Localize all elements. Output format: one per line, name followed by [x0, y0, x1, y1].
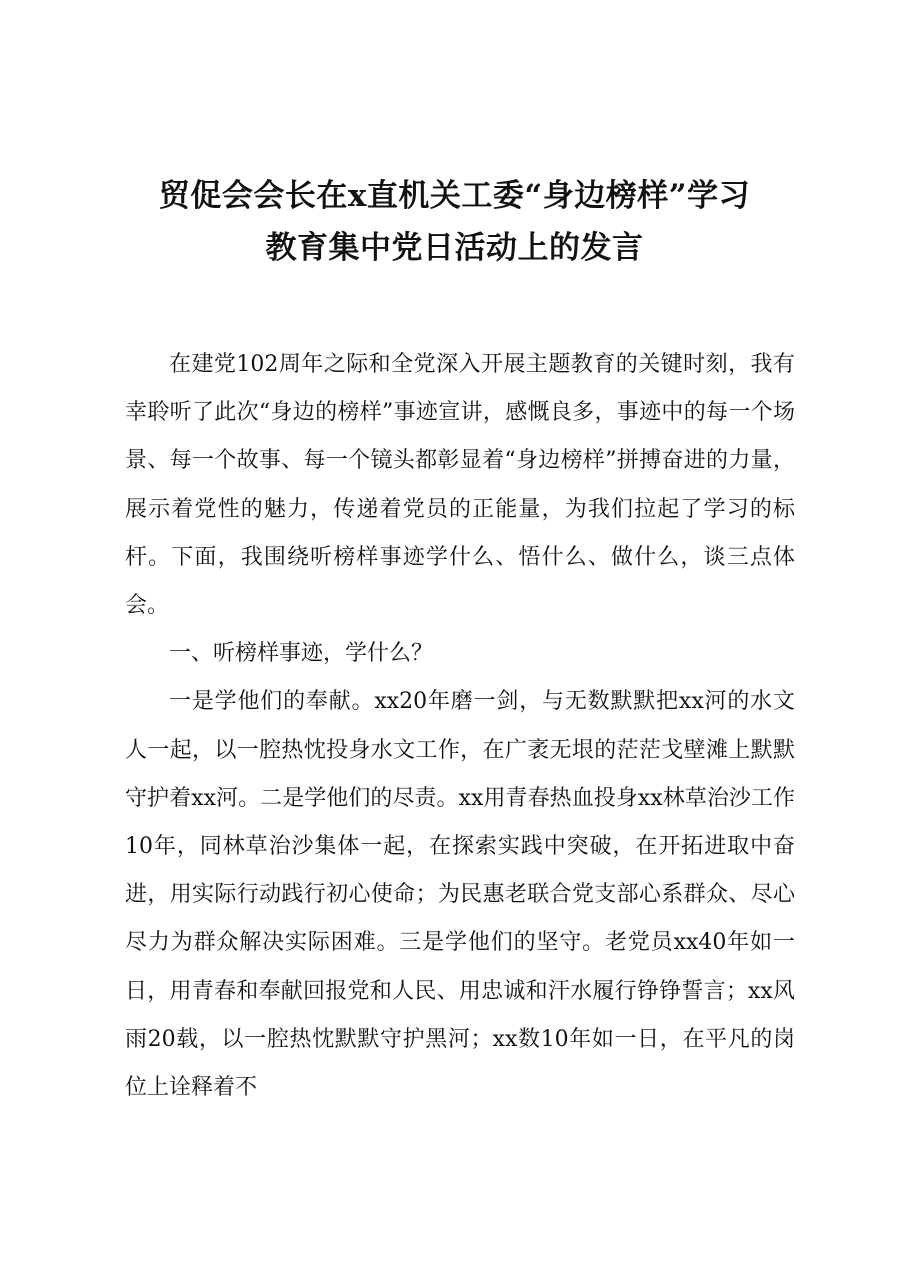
- document-body: [125, 341, 795, 1112]
- title-line-2: 教育集中党日活动上的发言: [265, 230, 644, 266]
- section-heading-1: 一、听榜样事迹，学什么？: [169, 641, 434, 667]
- title-line-1: 贸促会会长在x直机关工委“身边榜样”学习: [158, 178, 751, 214]
- paragraph-section-1: 一是学他们的奉献。xx20年磨一剑，与无数默默把xx河的水文人一起，以一腔热忱投身水文工作，在广袤无垠的茫茫戈壁滩上默默守护着xx河。二是学他们的尽责。xx用青春热血投身xx林草治沙工作10年，同林草治沙集体一起，在探索实践中突破，在开拓进取中奋进，用实际行动践行初心使命；为民惠老联合党支部心系群众、尽心尽力为群众解决实际困难。三是学他们的坚守。老党员xx40年如一日，用青春和奉献回报党和人民、用忠诚和汗水履行铮铮誓言；xx风雨20载，以一腔热忱默默守护黑河；xx数10年如一日，在平凡的岗位上诠释着不: [125, 689, 795, 1101]
- document-title: [80, 170, 829, 274]
- paragraph-intro: 在建党102周年之际和全党深入开展主题教育的关键时刻，我有幸聆听了此次“身边的榜样”事迹宣讲，感慨良多，事迹中的每一个场景、每一个故事、每一个镜头都彰显着“身边榜样”拼搏奋进的力量，展示着党性的魅力，传递着党员的正能量，为我们拉起了学习的标杆。下面，我围绕听榜样事迹学什么、悟什么、做什么，谈三点体会。: [125, 352, 795, 619]
